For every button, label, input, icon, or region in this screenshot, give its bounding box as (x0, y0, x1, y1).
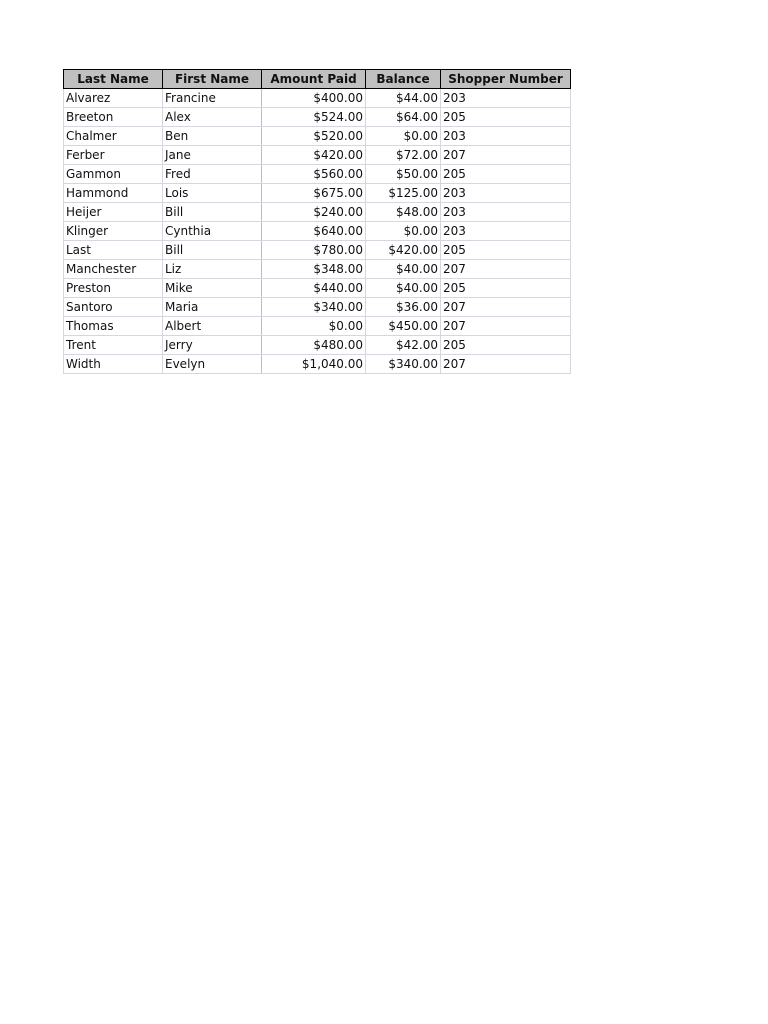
cell-shopper-number: 203 (441, 203, 571, 222)
cell-last-name: Heijer (64, 203, 163, 222)
cell-balance: $40.00 (366, 260, 441, 279)
cell-first-name: Jerry (163, 336, 262, 355)
table-row (64, 127, 571, 146)
cell-amount-paid: $440.00 (262, 279, 366, 298)
cell-last-name: Alvarez (64, 89, 163, 108)
cell-shopper-number: 203 (441, 127, 571, 146)
cell-amount-paid: $780.00 (262, 241, 366, 260)
table-row (64, 336, 571, 355)
table-row (64, 165, 571, 184)
cell-first-name: Jane (163, 146, 262, 165)
cell-balance: $36.00 (366, 298, 441, 317)
cell-balance: $0.00 (366, 127, 441, 146)
cell-shopper-number: 207 (441, 298, 571, 317)
table-row (64, 260, 571, 279)
cell-first-name: Ben (163, 127, 262, 146)
cell-last-name: Last (64, 241, 163, 260)
header-row (64, 70, 571, 89)
cell-last-name: Thomas (64, 317, 163, 336)
shopper-table (63, 69, 571, 374)
cell-shopper-number: 205 (441, 108, 571, 127)
cell-shopper-number: 207 (441, 355, 571, 374)
table-row (64, 298, 571, 317)
cell-balance: $450.00 (366, 317, 441, 336)
cell-last-name: Klinger (64, 222, 163, 241)
cell-last-name: Ferber (64, 146, 163, 165)
cell-amount-paid: $560.00 (262, 165, 366, 184)
cell-first-name: Cynthia (163, 222, 262, 241)
cell-first-name: Bill (163, 203, 262, 222)
cell-amount-paid: $520.00 (262, 127, 366, 146)
cell-balance: $125.00 (366, 184, 441, 203)
table-row (64, 89, 571, 108)
cell-balance: $44.00 (366, 89, 441, 108)
cell-balance: $42.00 (366, 336, 441, 355)
cell-balance: $420.00 (366, 241, 441, 260)
cell-amount-paid: $0.00 (262, 317, 366, 336)
cell-last-name: Santoro (64, 298, 163, 317)
cell-balance: $72.00 (366, 146, 441, 165)
cell-last-name: Manchester (64, 260, 163, 279)
cell-first-name: Lois (163, 184, 262, 203)
table-row (64, 184, 571, 203)
cell-amount-paid: $348.00 (262, 260, 366, 279)
table-body (64, 89, 571, 374)
cell-balance: $64.00 (366, 108, 441, 127)
cell-amount-paid: $640.00 (262, 222, 366, 241)
cell-shopper-number: 203 (441, 222, 571, 241)
cell-amount-paid: $675.00 (262, 184, 366, 203)
header-first-name: First Name (163, 70, 262, 89)
cell-amount-paid: $240.00 (262, 203, 366, 222)
cell-balance: $48.00 (366, 203, 441, 222)
table-row (64, 279, 571, 298)
cell-shopper-number: 205 (441, 279, 571, 298)
cell-first-name: Francine (163, 89, 262, 108)
cell-amount-paid: $400.00 (262, 89, 366, 108)
cell-last-name: Chalmer (64, 127, 163, 146)
cell-balance: $50.00 (366, 165, 441, 184)
cell-last-name: Preston (64, 279, 163, 298)
cell-amount-paid: $420.00 (262, 146, 366, 165)
table-row (64, 222, 571, 241)
cell-amount-paid: $340.00 (262, 298, 366, 317)
cell-balance: $340.00 (366, 355, 441, 374)
cell-shopper-number: 205 (441, 336, 571, 355)
cell-shopper-number: 207 (441, 317, 571, 336)
cell-shopper-number: 203 (441, 184, 571, 203)
cell-last-name: Gammon (64, 165, 163, 184)
cell-last-name: Breeton (64, 108, 163, 127)
cell-first-name: Maria (163, 298, 262, 317)
header-shopper-number: Shopper Number (441, 70, 571, 89)
table-row (64, 317, 571, 336)
table-row (64, 241, 571, 260)
cell-first-name: Evelyn (163, 355, 262, 374)
table-row (64, 355, 571, 374)
cell-first-name: Fred (163, 165, 262, 184)
cell-last-name: Trent (64, 336, 163, 355)
cell-shopper-number: 207 (441, 260, 571, 279)
table-row (64, 203, 571, 222)
cell-last-name: Width (64, 355, 163, 374)
cell-first-name: Alex (163, 108, 262, 127)
cell-shopper-number: 205 (441, 165, 571, 184)
cell-amount-paid: $1,040.00 (262, 355, 366, 374)
table-row (64, 108, 571, 127)
table-row (64, 146, 571, 165)
cell-balance: $40.00 (366, 279, 441, 298)
cell-shopper-number: 207 (441, 146, 571, 165)
cell-first-name: Mike (163, 279, 262, 298)
cell-first-name: Liz (163, 260, 262, 279)
cell-first-name: Bill (163, 241, 262, 260)
cell-amount-paid: $480.00 (262, 336, 366, 355)
cell-amount-paid: $524.00 (262, 108, 366, 127)
cell-first-name: Albert (163, 317, 262, 336)
header-balance: Balance (366, 70, 441, 89)
header-amount-paid: Amount Paid (262, 70, 366, 89)
header-last-name: Last Name (64, 70, 163, 89)
cell-shopper-number: 203 (441, 89, 571, 108)
cell-shopper-number: 205 (441, 241, 571, 260)
cell-balance: $0.00 (366, 222, 441, 241)
cell-last-name: Hammond (64, 184, 163, 203)
